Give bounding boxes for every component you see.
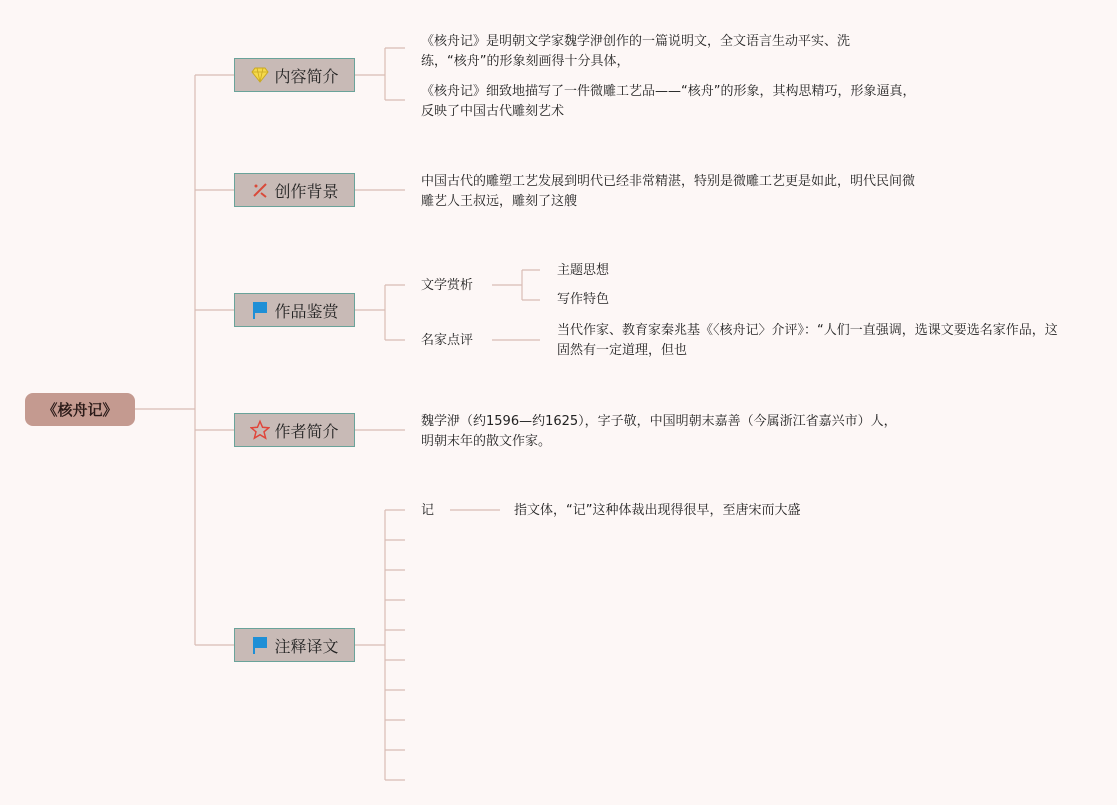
sub-expert-review[interactable]: 名家点评	[421, 333, 474, 348]
branch-label: 注释译文	[274, 636, 339, 656]
flag-icon	[250, 300, 270, 320]
leaf-ji-definition: 指文体，“记”这种体裁出现得很早，至唐宋而大盛	[514, 503, 801, 518]
sub-literary-analysis[interactable]: 文学赏析	[421, 278, 474, 293]
background-text: 中国古代的雕塑工艺发展到明代已经非常精湛，特别是微雕工艺更是如此，明代民间微雕艺人王叔远，雕刻了这艘	[421, 174, 916, 209]
branch-label: 内容简介	[274, 66, 339, 86]
leaf-expert-review-text: 当代作家、教育家秦兆基《〈核舟记〉介评》：“人们一直强调，选课文要选名家作品，这固然有一定道理，但也	[557, 323, 1058, 358]
branch-content-intro[interactable]	[234, 58, 355, 92]
branch-background[interactable]	[234, 173, 355, 207]
diamond-icon	[250, 65, 270, 85]
leaf-writing-features[interactable]: 写作特色	[557, 292, 610, 307]
root-label: 《核舟记》	[42, 401, 118, 419]
branch-appreciation[interactable]	[234, 293, 355, 327]
branch-annotation[interactable]	[234, 628, 355, 662]
content-intro-text-1: 《核舟记》是明朝文学家魏学洢创作的一篇说明文，全文语言生动平实、洗练，“核舟”的形象刻画得十分具体，	[421, 34, 851, 69]
branch-label: 作品鉴赏	[274, 301, 339, 321]
branch-author[interactable]	[234, 413, 355, 447]
branch-label: 作者简介	[274, 421, 339, 441]
tools-icon	[250, 180, 270, 200]
flag-icon	[250, 635, 270, 655]
author-text: 魏学洢（约1596—约1625），字子敬，中国明朝末嘉善（今属浙江省嘉兴市）人，明朝末年的散文作家。	[421, 414, 897, 449]
branch-label: 创作背景	[274, 181, 339, 201]
root-node[interactable]	[25, 393, 135, 426]
content-intro-text-2: 《核舟记》细致地描写了一件微雕工艺品——“核舟”的形象，其构思精巧，形象逼真，反映了中国古代雕刻艺术	[421, 84, 916, 119]
star-icon	[250, 420, 270, 440]
sub-ji[interactable]: 记	[421, 503, 435, 518]
leaf-theme[interactable]: 主题思想	[557, 263, 610, 278]
